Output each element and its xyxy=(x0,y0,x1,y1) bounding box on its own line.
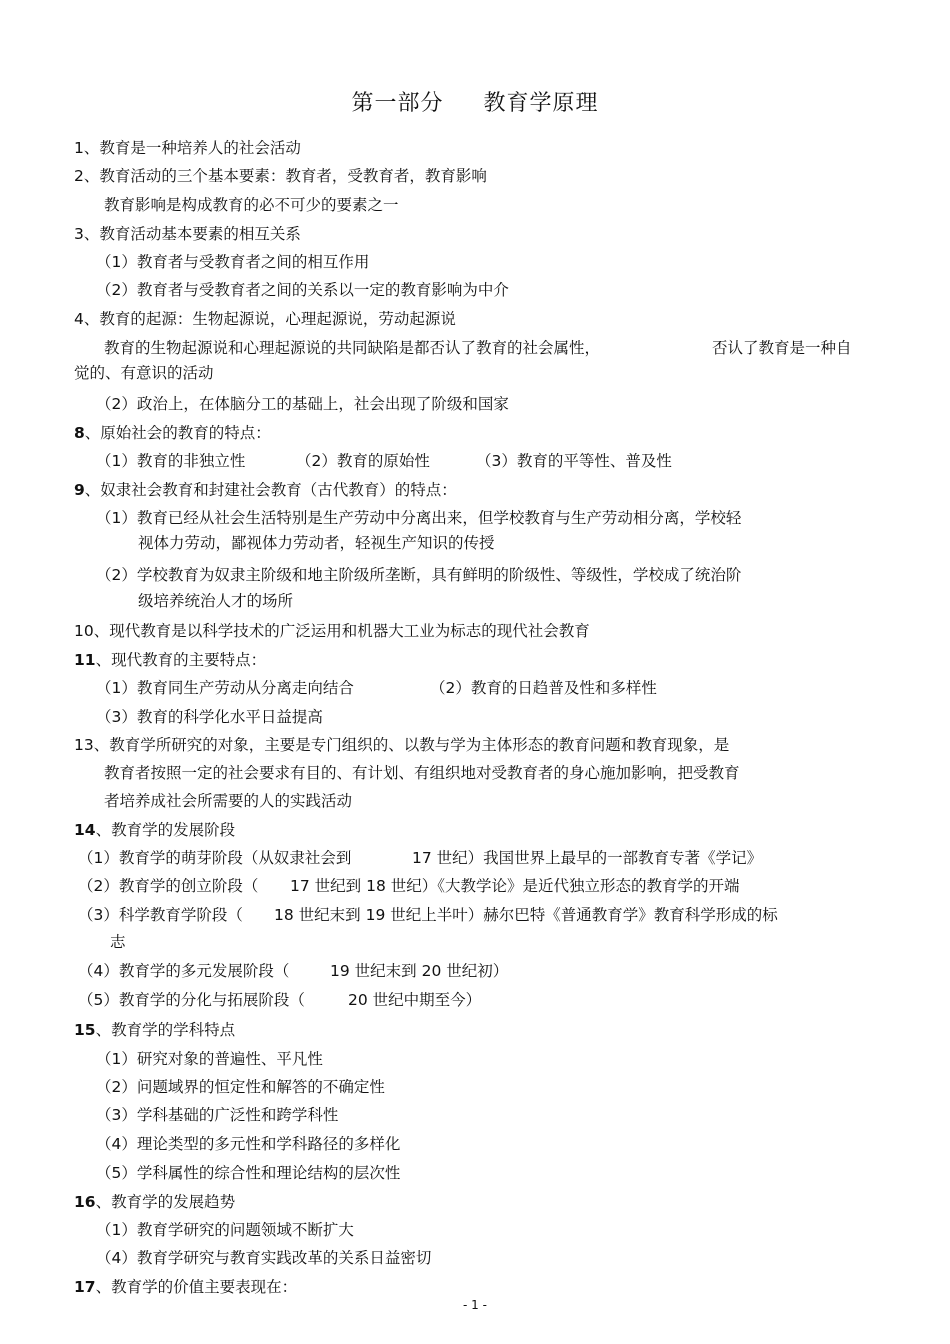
text-line: （3）教育的科学化水平日益提高 xyxy=(96,708,323,726)
text-line: 教育影响是构成教育的必不可少的要素之一 xyxy=(104,196,399,214)
text-segment: （2）教育学的创立阶段（ xyxy=(78,877,259,895)
text-line: 者培养成社会所需要的人的实践活动 xyxy=(104,792,353,810)
item-number: 8 xyxy=(74,424,85,442)
text-line: 级培养统治人才的场所 xyxy=(138,592,294,610)
text-line xyxy=(78,990,578,1010)
text-segment: （1）教育的非独立性 xyxy=(96,452,246,470)
text-segment: （5）教育学的分化与拓展阶段（ xyxy=(78,991,305,1009)
text-segment: 20 世纪中期至今） xyxy=(348,991,482,1009)
item-number: 11 xyxy=(74,651,96,669)
text-line: 3、教育活动基本要素的相互关系 xyxy=(74,225,301,243)
page-title xyxy=(0,86,950,117)
text-line xyxy=(74,480,457,500)
text-line xyxy=(104,338,884,358)
text-line: （2）问题域界的恒定性和解答的不确定性 xyxy=(96,1078,385,1096)
text-segment: 17 世纪到 18 世纪）《大教学论》是近代独立形态的教育学的开端 xyxy=(290,877,740,895)
text-segment: 17 世纪）我国世界上最早的一部教育专著《学记》 xyxy=(412,849,763,867)
page-number: - 1 - xyxy=(463,1298,487,1312)
item-number: 16 xyxy=(74,1193,96,1211)
item-number: 15 xyxy=(74,1021,96,1039)
text-line xyxy=(96,678,736,698)
text-segment: （1）教育同生产劳动从分离走向结合 xyxy=(96,679,354,697)
text-segment: 教育的生物起源说和心理起源说的共同缺陷是都否认了教育的社会属性， xyxy=(104,339,601,357)
item-text: 、教育学的发展趋势 xyxy=(95,1193,236,1211)
text-line xyxy=(78,848,838,868)
text-line: 教育者按照一定的社会要求有目的、有计划、有组织地对受教育者的身心施加影响，把受教育 xyxy=(104,764,740,782)
text-line: （2）学校教育为奴隶主阶级和地主阶级所垄断，具有鲜明的阶级性、等级性，学校成了统治阶 xyxy=(96,566,742,584)
item-text: 、原始社会的教育的特点： xyxy=(84,424,271,442)
text-segment: 18 世纪末到 19 世纪上半叶）赫尔巴特《普通教育学》教育科学形成的标 xyxy=(274,906,778,924)
text-segment: （3）教育的平等性、普及性 xyxy=(476,452,672,470)
text-line: （5）学科属性的综合性和理论结构的层次性 xyxy=(96,1164,401,1182)
text-segment: （2）教育的原始性 xyxy=(296,452,430,470)
text-segment: 19 世纪末到 20 世纪初） xyxy=(330,962,509,980)
text-line: （1）教育学研究的问题领域不断扩大 xyxy=(96,1221,354,1239)
item-number: 9 xyxy=(74,481,85,499)
text-line: 视体力劳动，鄙视体力劳动者，轻视生产知识的传授 xyxy=(138,534,495,552)
title-subject: 教育学原理 xyxy=(483,91,599,116)
item-text: 、教育学的价值主要表现在： xyxy=(95,1278,298,1296)
text-line: （4）教育学研究与教育实践改革的关系日益密切 xyxy=(96,1249,432,1267)
text-line xyxy=(74,1277,297,1297)
text-line: （4）理论类型的多元性和学科路径的多样化 xyxy=(96,1135,401,1153)
item-number: 14 xyxy=(74,821,96,839)
text-line xyxy=(74,1020,235,1040)
item-text: 、教育学的学科特点 xyxy=(95,1021,236,1039)
text-line: 13、教育学所研究的对象，主要是专门组织的、以教与学为主体形态的教育问题和教育现象，是 xyxy=(74,736,730,754)
text-line: （1）研究对象的普遍性、平凡性 xyxy=(96,1050,323,1068)
text-line: （2）政治上，在体脑分工的基础上，社会出现了阶级和国家 xyxy=(96,395,509,413)
text-line xyxy=(78,905,848,925)
text-line: （3）学科基础的广泛性和跨学科性 xyxy=(96,1106,339,1124)
item-text: 、奴隶社会教育和封建社会教育（古代教育）的特点： xyxy=(84,481,457,499)
text-segment: （1）教育学的萌芽阶段（从奴隶社会到 xyxy=(78,849,352,867)
text-line: 4、教育的起源：生物起源说，心理起源说，劳动起源说 xyxy=(74,310,456,328)
item-number: 17 xyxy=(74,1278,96,1296)
text-line xyxy=(74,1192,235,1212)
item-text: 、现代教育的主要特点： xyxy=(95,651,267,669)
text-line: 10、现代教育是以科学技术的广泛运用和机器大工业为标志的现代社会教育 xyxy=(74,622,590,640)
text-line xyxy=(78,961,578,981)
text-line: （2）教育者与受教育者之间的关系以一定的教育影响为中介 xyxy=(96,281,509,299)
text-line: （1）教育者与受教育者之间的相互作用 xyxy=(96,253,370,271)
text-line: 觉的、有意识的活动 xyxy=(74,364,214,382)
text-line xyxy=(96,451,796,471)
text-line: （1）教育已经从社会生活特别是生产劳动中分离出来，但学校教育与生产劳动相分离，学校轻 xyxy=(96,509,742,527)
text-segment: （2）教育的日趋普及性和多样性 xyxy=(430,679,657,697)
text-segment: （4）教育学的多元发展阶段（ xyxy=(78,962,290,980)
text-line xyxy=(74,650,266,670)
text-line xyxy=(74,820,235,840)
text-line xyxy=(74,423,271,443)
text-line: 2、教育活动的三个基本要素：教育者，受教育者，教育影响 xyxy=(74,167,487,185)
text-line xyxy=(78,876,838,896)
title-part: 第一部分 xyxy=(351,91,444,116)
text-segment: 否认了教育是一种自 xyxy=(712,339,852,357)
item-text: 、教育学的发展阶段 xyxy=(95,821,236,839)
text-segment: （3）科学教育学阶段（ xyxy=(78,906,243,924)
text-line: 志 xyxy=(110,933,126,951)
text-line: 1、教育是一种培养人的社会活动 xyxy=(74,139,301,157)
